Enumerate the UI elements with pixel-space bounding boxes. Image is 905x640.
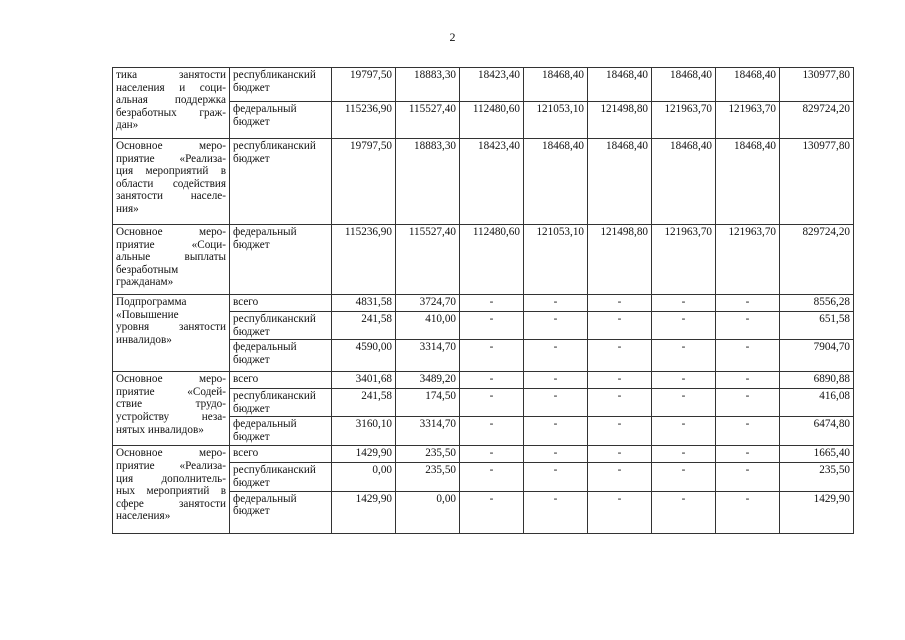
value-cell: 18423,40 (460, 68, 524, 102)
empty-value-cell: - (716, 463, 780, 491)
empty-value-cell: - (524, 463, 588, 491)
program-name-cell (113, 446, 230, 533)
funding-source-line: всего (233, 447, 259, 460)
funding-source-line: федеральный (233, 103, 297, 115)
program-name-line: сфере занятости (116, 497, 226, 510)
funding-source-line: всего (233, 373, 259, 386)
empty-value-cell: - (652, 389, 716, 417)
program-name-line: ния» (116, 202, 139, 215)
value-cell: 18468,40 (524, 139, 588, 225)
program-name-line: ных мероприятий в (116, 485, 226, 498)
program-name-line: безработных граж- (116, 106, 226, 119)
value-cell: 8556,28 (780, 295, 854, 312)
program-name-line: альная поддержка (116, 94, 226, 107)
empty-value-cell: - (524, 491, 588, 533)
funding-source-line: бюджет (233, 402, 270, 415)
program-name-line: Основное меро- (116, 373, 226, 386)
program-name-line: безработным (116, 263, 179, 276)
funding-source-line: бюджет (233, 430, 270, 443)
value-cell: 18468,40 (652, 68, 716, 102)
program-name-line: альные выплаты (116, 251, 226, 264)
empty-value-cell: - (716, 312, 780, 340)
value-cell: 1429,90 (780, 491, 854, 533)
value-cell: 829724,20 (780, 225, 854, 295)
program-name-line: приятие «Содей- (116, 385, 226, 398)
value-cell: 3401,68 (332, 372, 396, 389)
value-cell: 121498,80 (588, 225, 652, 295)
table-row (113, 372, 854, 389)
empty-value-cell: - (460, 312, 524, 340)
empty-value-cell: - (524, 389, 588, 417)
value-cell: 0,00 (396, 491, 460, 533)
value-cell: 121963,70 (716, 102, 780, 139)
program-name-line: области содействия (116, 177, 226, 190)
program-name-line: Подпрограмма (116, 296, 187, 308)
empty-value-cell: - (716, 295, 780, 312)
funding-source-cell (230, 295, 332, 312)
value-cell: 121053,10 (524, 102, 588, 139)
table-row (113, 295, 854, 312)
program-name-line: приятие «Соци- (116, 238, 226, 251)
value-cell: 3160,10 (332, 417, 396, 446)
funding-source-line: федеральный (233, 341, 297, 354)
value-cell: 121053,10 (524, 225, 588, 295)
program-name-line: инвалидов» (116, 333, 172, 346)
empty-value-cell: - (588, 372, 652, 389)
empty-value-cell: - (460, 463, 524, 491)
program-name-cell (113, 295, 230, 372)
value-cell: 18883,30 (396, 139, 460, 225)
program-name-line: приятие «Реализа- (116, 152, 226, 165)
value-cell: 121963,70 (652, 102, 716, 139)
funding-source-cell (230, 225, 332, 295)
empty-value-cell: - (652, 446, 716, 463)
empty-value-cell: - (716, 372, 780, 389)
value-cell: 174,50 (396, 389, 460, 417)
value-cell: 18468,40 (716, 68, 780, 102)
empty-value-cell: - (716, 417, 780, 446)
value-cell: 19797,50 (332, 68, 396, 102)
funding-source-line: федеральный (233, 492, 297, 505)
program-name-line: ция мероприятий в (116, 165, 226, 178)
value-cell: 1429,90 (332, 491, 396, 533)
program-name-line: населения и соци- (116, 81, 226, 94)
empty-value-cell: - (716, 340, 780, 372)
program-name-cell (113, 372, 230, 446)
value-cell: 4590,00 (332, 340, 396, 372)
value-cell: 235,50 (396, 463, 460, 491)
value-cell: 121498,80 (588, 102, 652, 139)
value-cell: 130977,80 (780, 139, 854, 225)
budget-table (112, 67, 854, 534)
empty-value-cell: - (652, 417, 716, 446)
program-name-cell (113, 68, 230, 139)
empty-value-cell: - (652, 295, 716, 312)
funding-source-line: республиканский (233, 390, 316, 403)
empty-value-cell: - (652, 463, 716, 491)
funding-source-line: бюджет (233, 152, 270, 165)
funding-source-cell (230, 340, 332, 372)
value-cell: 121963,70 (652, 225, 716, 295)
empty-value-cell: - (588, 463, 652, 491)
funding-source-line: республиканский (233, 313, 316, 325)
empty-value-cell: - (588, 340, 652, 372)
program-name-line: уровня занятости (116, 321, 226, 334)
funding-source-cell (230, 463, 332, 491)
value-cell: 18423,40 (460, 139, 524, 225)
program-name-line: ция дополнитель- (116, 472, 226, 485)
program-name-cell (113, 225, 230, 295)
value-cell: 6890,88 (780, 372, 854, 389)
funding-source-cell (230, 372, 332, 389)
value-cell: 130977,80 (780, 68, 854, 102)
empty-value-cell: - (716, 446, 780, 463)
empty-value-cell: - (460, 372, 524, 389)
value-cell: 829724,20 (780, 102, 854, 139)
value-cell: 1429,90 (332, 446, 396, 463)
empty-value-cell: - (460, 340, 524, 372)
funding-source-cell (230, 491, 332, 533)
budget-table-body (113, 68, 854, 534)
funding-source-cell (230, 446, 332, 463)
empty-value-cell: - (524, 446, 588, 463)
program-name-line: нятых инвалидов» (116, 423, 204, 436)
value-cell: 115236,90 (332, 102, 396, 139)
empty-value-cell: - (460, 446, 524, 463)
empty-value-cell: - (588, 446, 652, 463)
funding-source-line: республиканский (233, 140, 316, 152)
value-cell: 235,50 (396, 446, 460, 463)
value-cell: 651,58 (780, 312, 854, 340)
value-cell: 241,58 (332, 312, 396, 340)
program-name-line: устройству неза- (116, 410, 226, 423)
empty-value-cell: - (588, 312, 652, 340)
funding-source-cell (230, 312, 332, 340)
empty-value-cell: - (716, 389, 780, 417)
value-cell: 18468,40 (524, 68, 588, 102)
table-row (113, 139, 854, 225)
program-name-line: ствие трудо- (116, 398, 226, 411)
program-name-cell (113, 139, 230, 225)
value-cell: 241,58 (332, 389, 396, 417)
empty-value-cell: - (524, 340, 588, 372)
value-cell: 1665,40 (780, 446, 854, 463)
value-cell: 3314,70 (396, 340, 460, 372)
empty-value-cell: - (652, 340, 716, 372)
funding-source-line: федеральный (233, 418, 297, 431)
program-name-line: занятости населе- (116, 190, 226, 203)
funding-source-line: бюджет (233, 476, 270, 489)
funding-source-line: республиканский (233, 464, 316, 477)
empty-value-cell: - (524, 417, 588, 446)
program-name-line: населения» (116, 510, 171, 523)
empty-value-cell: - (716, 491, 780, 533)
funding-source-line: всего (233, 296, 259, 308)
program-name-line: «Повышение (116, 308, 179, 321)
value-cell: 18883,30 (396, 68, 460, 102)
value-cell: 6474,80 (780, 417, 854, 446)
empty-value-cell: - (460, 491, 524, 533)
empty-value-cell: - (588, 491, 652, 533)
empty-value-cell: - (460, 295, 524, 312)
empty-value-cell: - (652, 312, 716, 340)
value-cell: 416,08 (780, 389, 854, 417)
value-cell: 115236,90 (332, 225, 396, 295)
page-number: 2 (449, 30, 456, 44)
empty-value-cell: - (524, 372, 588, 389)
program-name-line: приятие «Реализа- (116, 459, 226, 472)
empty-value-cell: - (524, 295, 588, 312)
value-cell: 121963,70 (716, 225, 780, 295)
funding-source-cell (230, 139, 332, 225)
funding-source-line: бюджет (233, 325, 270, 338)
program-name-line: Основное меро- (116, 226, 226, 238)
funding-source-line: бюджет (233, 81, 270, 94)
empty-value-cell: - (652, 372, 716, 389)
value-cell: 3489,20 (396, 372, 460, 389)
table-row (113, 446, 854, 463)
program-name-line: гражданам» (116, 276, 174, 289)
funding-source-cell (230, 417, 332, 446)
value-cell: 18468,40 (652, 139, 716, 225)
value-cell: 410,00 (396, 312, 460, 340)
value-cell: 112480,60 (460, 225, 524, 295)
empty-value-cell: - (460, 389, 524, 417)
funding-source-cell (230, 389, 332, 417)
funding-source-cell (230, 68, 332, 102)
value-cell: 7904,70 (780, 340, 854, 372)
value-cell: 235,50 (780, 463, 854, 491)
funding-source-line: бюджет (233, 505, 270, 518)
value-cell: 3724,70 (396, 295, 460, 312)
table-row (113, 225, 854, 295)
empty-value-cell: - (588, 417, 652, 446)
program-name-line: тика занятости (116, 69, 226, 81)
value-cell: 115527,40 (396, 102, 460, 139)
funding-source-line: бюджет (233, 353, 270, 366)
value-cell: 112480,60 (460, 102, 524, 139)
table-row (113, 68, 854, 102)
value-cell: 18468,40 (716, 139, 780, 225)
program-name-line: Основное меро- (116, 140, 226, 152)
empty-value-cell: - (588, 295, 652, 312)
funding-source-line: бюджет (233, 238, 270, 251)
value-cell: 4831,58 (332, 295, 396, 312)
empty-value-cell: - (460, 417, 524, 446)
value-cell: 18468,40 (588, 68, 652, 102)
value-cell: 19797,50 (332, 139, 396, 225)
empty-value-cell: - (588, 389, 652, 417)
value-cell: 3314,70 (396, 417, 460, 446)
value-cell: 115527,40 (396, 225, 460, 295)
program-name-line: дан» (116, 119, 139, 132)
empty-value-cell: - (524, 312, 588, 340)
value-cell: 0,00 (332, 463, 396, 491)
funding-source-line: федеральный (233, 226, 297, 238)
funding-source-cell (230, 102, 332, 139)
program-name-line: Основное меро- (116, 447, 226, 460)
empty-value-cell: - (652, 491, 716, 533)
funding-source-line: бюджет (233, 115, 270, 128)
funding-source-line: республиканский (233, 69, 316, 81)
value-cell: 18468,40 (588, 139, 652, 225)
